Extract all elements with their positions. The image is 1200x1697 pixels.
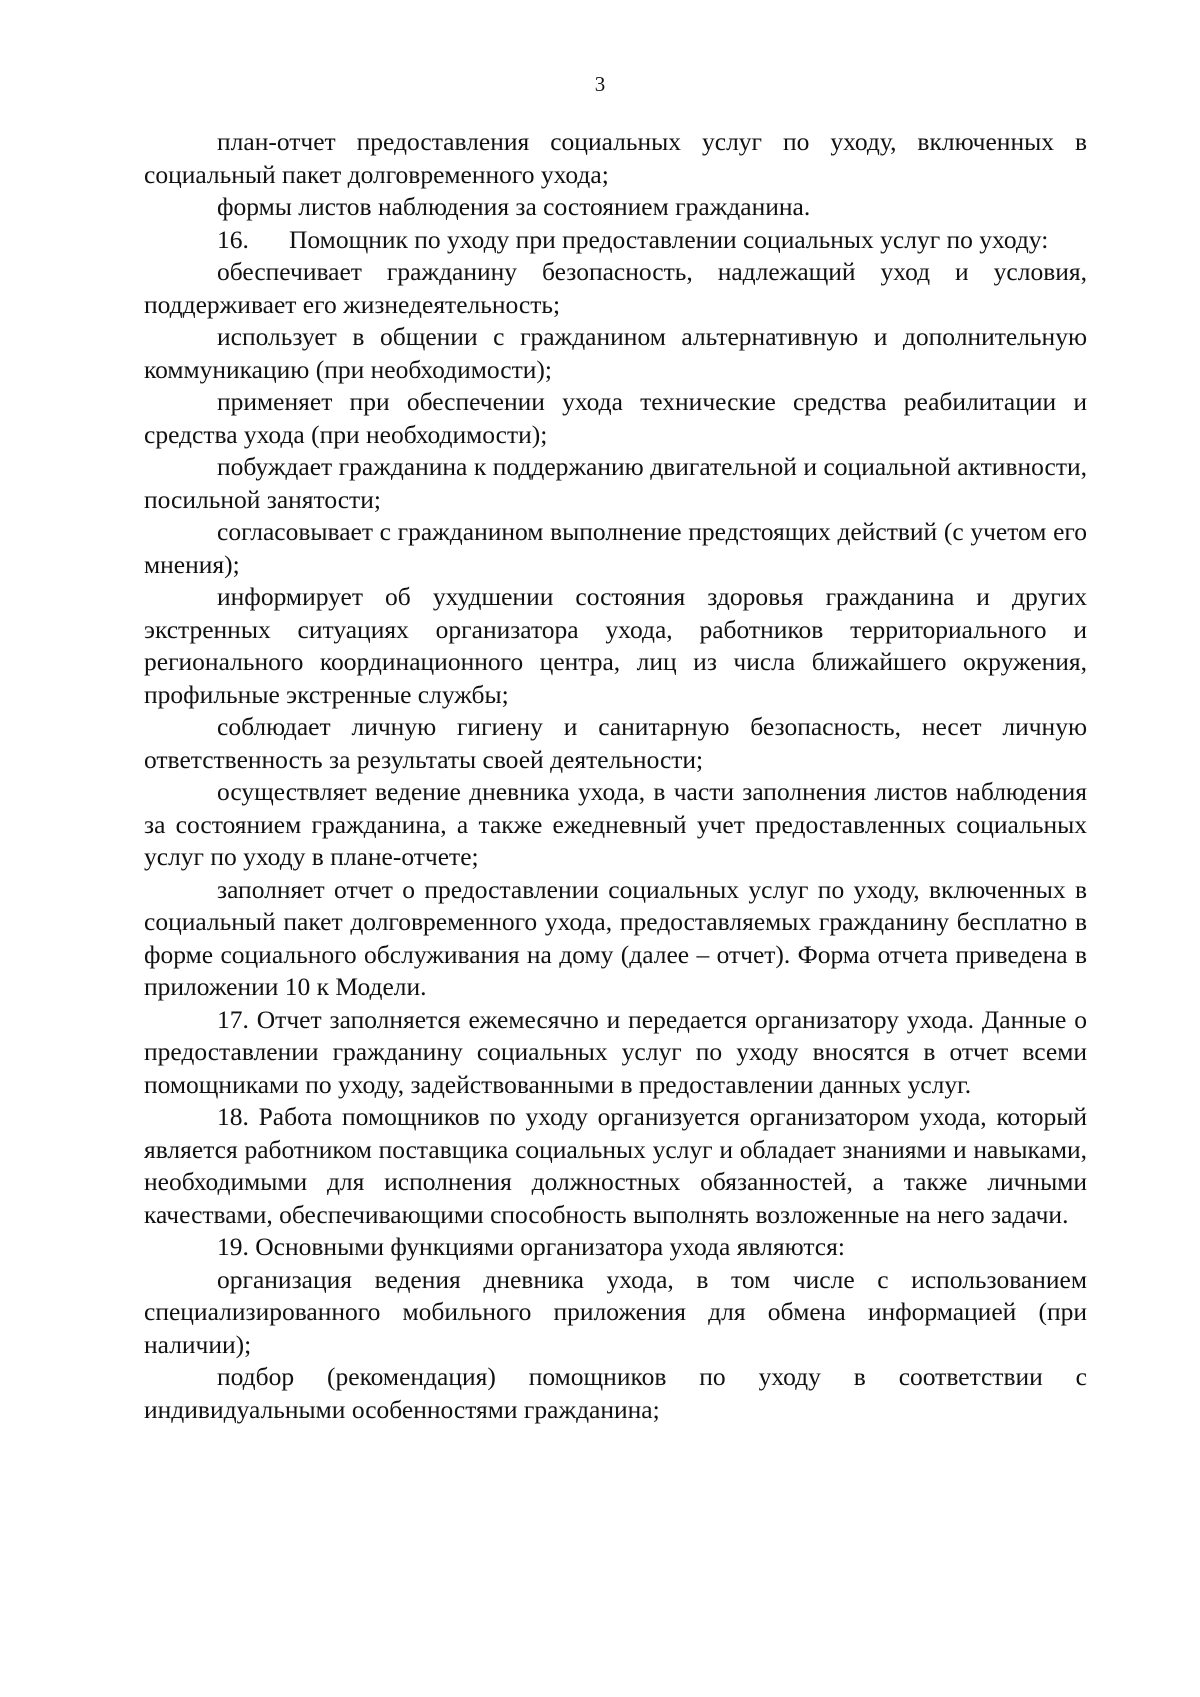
paragraph: информирует об ухудшении состояния здоровья гражданина и других экстренных ситуациях организатора ухода, работников территориального и регионального координационного центра, лиц из числа ближайшего окружения, профильные экстренные службы; [144,582,1087,709]
paragraph: 19. Основными функциями организатора ухода являются: [217,1232,845,1261]
paragraph: формы листов наблюдения за состоянием гражданина. [217,192,811,221]
paragraph: заполняет отчет о предоставлении социальных услуг по уходу, включенных в социальный пакет долговременного ухода, предоставляемых гражданину бесплатно в форме социального обслуживания на дому (далее – отчет). Форма отчета приведена в приложении 10 к Модели. [144,874,1087,1001]
paragraph: план-отчет предоставления социальных услуг по уходу, включенных в социальный пакет долговременного ухода; [144,127,1087,189]
paragraph: обеспечивает гражданину безопасность, надлежащий уход и условия, поддерживает его жизнедеятельность; [144,257,1087,319]
paragraph: применяет при обеспечении ухода технические средства реабилитации и средства ухода (при необходимости); [144,387,1087,449]
paragraph-text: Помощник по уходу при предоставлении социальных услуг по уходу: [289,224,1049,254]
paragraph: организация ведения дневника ухода, в том числе с использованием специализированного мобильного приложения для обмена информацией (при наличии); [144,1264,1087,1359]
paragraph: подбор (рекомендация) помощников по уходу в соответствии с индивидуальными особенностями гражданина; [144,1362,1087,1424]
page-number: 3 [594,72,606,96]
paragraph: использует в общении с гражданином альтернативную и дополнительную коммуникацию (при необходимости); [144,322,1087,384]
item-number: 16. [217,224,249,254]
paragraph: 17. Отчет заполняется ежемесячно и передается организатору ухода. Данные о предоставлении гражданину социальных услуг по уходу вносятся в отчет всеми помощниками по уходу, задействованными в предоставлении данных услуг. [144,1004,1087,1099]
paragraph: согласовывает с гражданином выполнение предстоящих действий (с учетом его мнения); [144,517,1087,579]
document-body [144,126,1087,1426]
paragraph: 18. Работа помощников по уходу организуется организатором ухода, который является работником поставщика социальных услуг и обладает знаниями и навыками, необходимыми для исполнения должностных обязанностей, а также личными качествами, обеспечивающими способность выполнять возложенные на него задачи. [144,1102,1087,1229]
numbered-paragraph-16 [144,224,1087,257]
paragraph: соблюдает личную гигиену и санитарную безопасность, несет личную ответственность за результаты своей деятельности; [144,712,1087,774]
paragraph: осуществляет ведение дневника ухода, в части заполнения листов наблюдения за состоянием гражданина, а также ежедневный учет предоставленных социальных услуг по уходу в плане-отчете; [144,777,1087,871]
paragraph: побуждает гражданина к поддержанию двигательной и социальной активности, посильной занятости; [144,452,1087,514]
